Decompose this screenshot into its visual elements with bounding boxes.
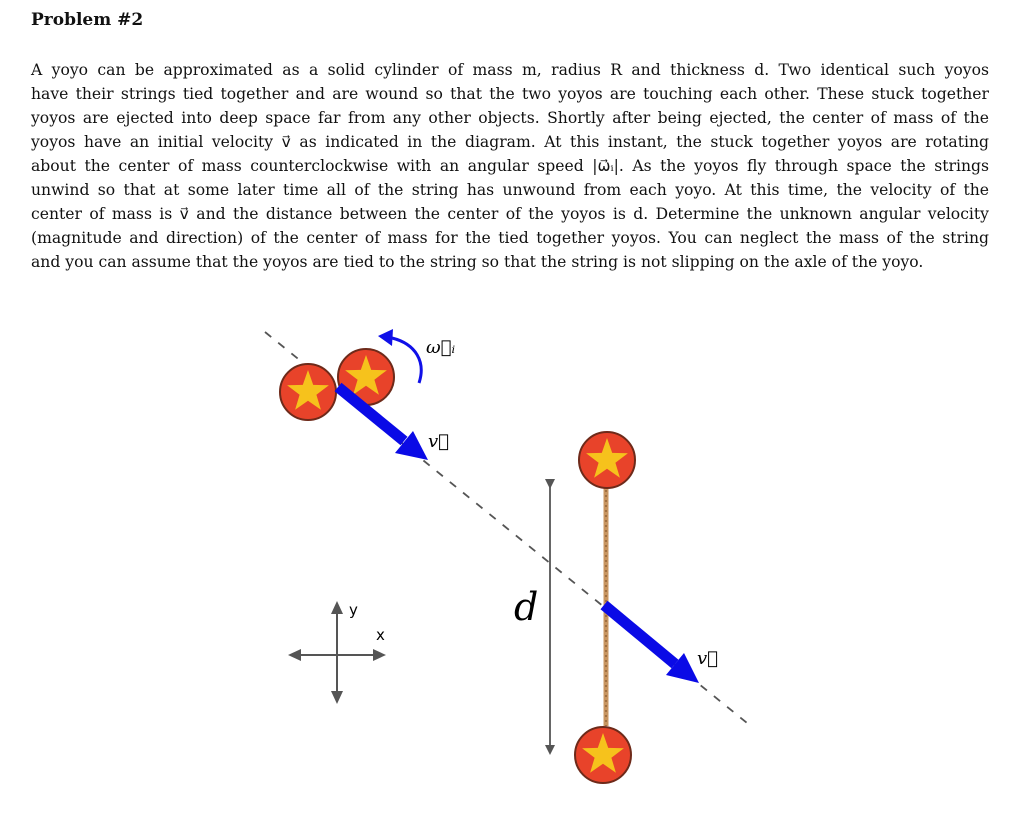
statement-line: (magnitude and direction) of the center of mass for the tied together yoyos. You can neglect the mass of the string — [31, 229, 989, 247]
distance-label: d — [514, 585, 539, 629]
yoyo-bottom-final — [575, 727, 631, 783]
statement-line: have their strings tied together and are wound so that the two yoyos are touching each other. These stuck together — [31, 85, 989, 103]
statement-line: A yoyo can be approximated as a solid cylinder of mass m, radius R and thickness d. Two identical such yoyos — [31, 61, 989, 79]
omega-label: ω⃗ᵢ — [426, 337, 456, 358]
axis-x-label: x — [376, 626, 385, 644]
initial-yoyos — [280, 349, 394, 420]
final-velocity-label: v⃗ — [697, 648, 718, 669]
yoyo-top-final — [579, 432, 635, 488]
coordinate-axes — [288, 601, 386, 704]
problem-statement — [31, 58, 989, 274]
yoyo-diagram — [0, 300, 1024, 820]
initial-velocity-label: v⃗ — [428, 431, 449, 452]
statement-line: yoyos have an initial velocity v⃗ as indicated in the diagram. At this instant, the stuck together yoyos are rotating — [31, 133, 989, 151]
statement-line: about the center of mass counterclockwise with an angular speed |ω⃗ᵢ|. As the yoyos fly through space the strings — [31, 157, 989, 175]
problem-heading: Problem #2 — [31, 10, 144, 30]
statement-line: and you can assume that the yoyos are tied to the string so that the string is not slipping on the axle of the yoyo. — [31, 253, 924, 271]
axis-y-label: y — [349, 601, 358, 619]
yoyo-left-initial — [280, 364, 336, 420]
statement-line: yoyos are ejected into deep space far from any other objects. Shortly after being ejected, the center of mass of the — [31, 109, 989, 127]
final-velocity-arrow — [604, 605, 699, 683]
statement-line: unwind so that at some later time all of the string has unwound from each yoyo. At this time, the velocity of the — [31, 181, 989, 199]
statement-line: center of mass is v⃗ and the distance between the center of the yoyos is d. Determine the unknown angular velocity — [31, 205, 989, 223]
